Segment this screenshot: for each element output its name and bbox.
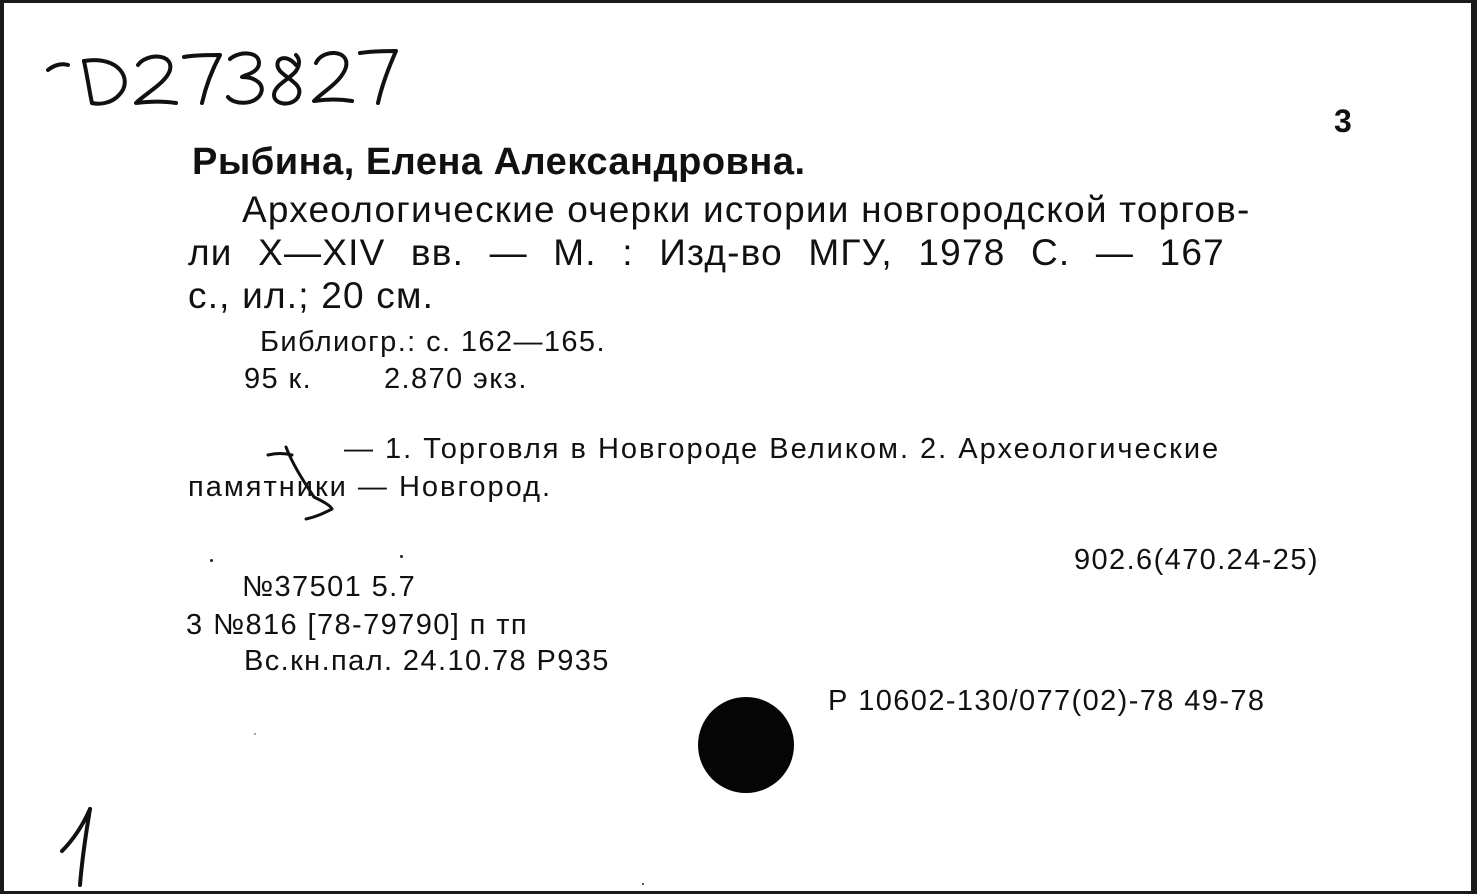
- book-chamber-record: Вс.кн.пал. 24.10.78 Р935: [244, 645, 610, 677]
- punch-hole: [698, 697, 794, 793]
- title-line-1: Археологические очерки истории новгородской торгов-: [242, 189, 1251, 230]
- speck-dot: [254, 733, 256, 735]
- title-line-2: ли X—XIV вв. — М. : Изд-во МГУ, 1978 С. — 167: [188, 232, 1225, 273]
- corner-number: 3: [1334, 103, 1352, 139]
- speck-dot: [642, 883, 644, 885]
- order-number: №37501 5.7: [242, 571, 417, 603]
- handwritten-number: [56, 803, 106, 889]
- author-heading: Рыбина, Елена Александровна.: [192, 141, 806, 183]
- speck-dot: [400, 555, 403, 558]
- publisher-code: Р 10602-130/077(02)-78 49-78: [828, 685, 1266, 717]
- subjects-line-1: — 1. Торговля в Новгороде Великом. 2. Археологические: [344, 433, 1221, 465]
- title-line-3: с., ил.; 20 см.: [188, 275, 435, 316]
- handwritten-catalog-id: [34, 25, 404, 115]
- subjects-line-2: памятники — Новгород.: [188, 471, 553, 503]
- classification-code: 902.6(470.24-25): [1074, 544, 1319, 576]
- price: 95 к.: [244, 363, 313, 395]
- speck-dot: [210, 559, 213, 562]
- copies-count: 2.870 экз.: [384, 363, 528, 395]
- bibliography-note: Библиогр.: с. 162—165.: [260, 326, 606, 358]
- handwritten-check-mark: [266, 439, 346, 523]
- registry-number: 3 №816 [78-79790] п тп: [186, 609, 529, 641]
